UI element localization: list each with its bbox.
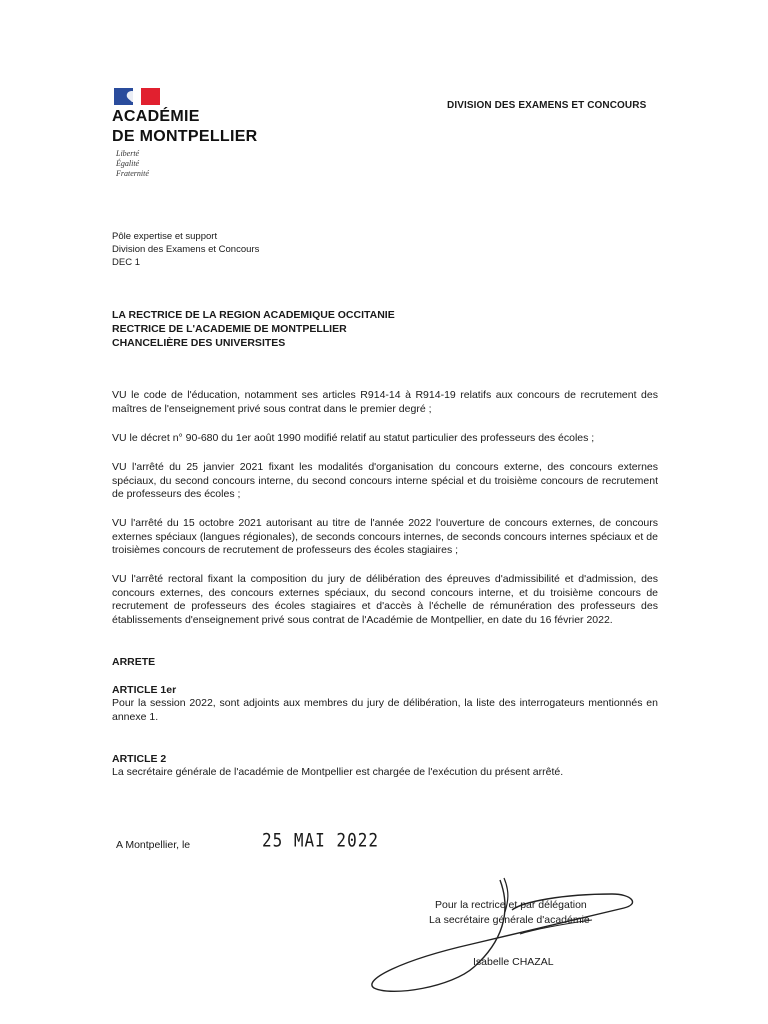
article-1-text: Pour la session 2022, sont adjoints aux membres du jury de délibération, la liste des interrogateurs mentionnés en annexe 1. — [112, 697, 658, 723]
service-block — [112, 230, 259, 269]
motto-liberte: Liberté — [116, 149, 140, 158]
academy-name — [112, 107, 258, 147]
article-1-title: ARTICLE 1er — [112, 684, 177, 696]
article-2-text: La secrétaire générale de l'académie de Montpellier est chargée de l'exécution du présent arrêté. — [112, 766, 564, 778]
service-line-2: Division des Examens et Concours — [112, 244, 260, 255]
consideration-paragraph: VU l'arrêté du 25 janvier 2021 fixant les modalités d'organisation du concours externe, des concours externes spéciaux, du second concours interne, du second concours interne spécial et du troisième concours de recrutement de professeurs des écoles ; — [112, 461, 658, 500]
signatory-name: Isabelle CHAZAL — [473, 956, 554, 968]
academy-line-2: DE MONTPELLIER — [112, 128, 258, 145]
authority-title — [112, 308, 395, 350]
motto-fraternite: Fraternité — [116, 169, 149, 178]
consideration-paragraph: VU le code de l'éducation, notamment ses articles R914-14 à R914-19 relatifs aux concours de recrutement des maîtres de l'enseignement privé sous contrat dans le premier degré ; — [112, 389, 658, 415]
consideration-paragraph: VU l'arrêté rectoral fixant la composition du jury de délibération des épreuves d'admissibilité et d'admission, des concours externes, des concours externes spéciaux, du second concours interne, et du troisième concours de recrutement de professeurs des écoles stagiaires et d'accès à l'échelle de rémunération des professeurs des établissements d'enseignement privé sous contrat de l'Académie de Montpellier, en date du 16 février 2022. — [112, 573, 658, 626]
decision-heading: ARRETE — [112, 656, 156, 668]
signature-role-line: La secrétaire générale d'académie — [429, 914, 590, 926]
authority-line-1: LA RECTRICE DE LA REGION ACADEMIQUE OCCITANIE — [112, 309, 395, 321]
service-line-3: DEC 1 — [112, 257, 140, 268]
handwritten-signature — [362, 872, 662, 1002]
motto-egalite: Égalité — [116, 159, 140, 168]
republic-motto — [116, 149, 149, 179]
authority-line-3: CHANCELIÈRE DES UNIVERSITES — [112, 337, 286, 349]
division-header: DIVISION DES EXAMENS ET CONCOURS — [447, 100, 647, 111]
service-line-1: Pôle expertise et support — [112, 231, 218, 242]
republique-francaise-flag-logo — [114, 88, 160, 105]
consideration-paragraph: VU le décret n° 90-680 du 1er août 1990 modifié relatif au statut particulier des professeurs des écoles ; — [112, 432, 595, 444]
marianne-profile-icon — [123, 90, 139, 103]
date-stamp: 25 MAI 2022 — [262, 829, 379, 851]
consideration-paragraph: VU l'arrêté du 15 octobre 2021 autorisant au titre de l'année 2022 l'ouverture de concours externes, de concours externes spéciaux (langues régionales), de seconds concours internes, de seconds concours internes spéciaux et de troisièmes concours de recrutement de professeurs des écoles stagiaires ; — [112, 517, 658, 556]
authority-line-2: RECTRICE DE L'ACADEMIE DE MONTPELLIER — [112, 323, 347, 335]
signing-place: A Montpellier, le — [116, 839, 191, 851]
article-2-title: ARTICLE 2 — [112, 753, 167, 765]
signature-delegation-line: Pour la rectrice et par délégation — [435, 899, 587, 911]
academy-line-1: ACADÉMIE — [112, 108, 200, 125]
